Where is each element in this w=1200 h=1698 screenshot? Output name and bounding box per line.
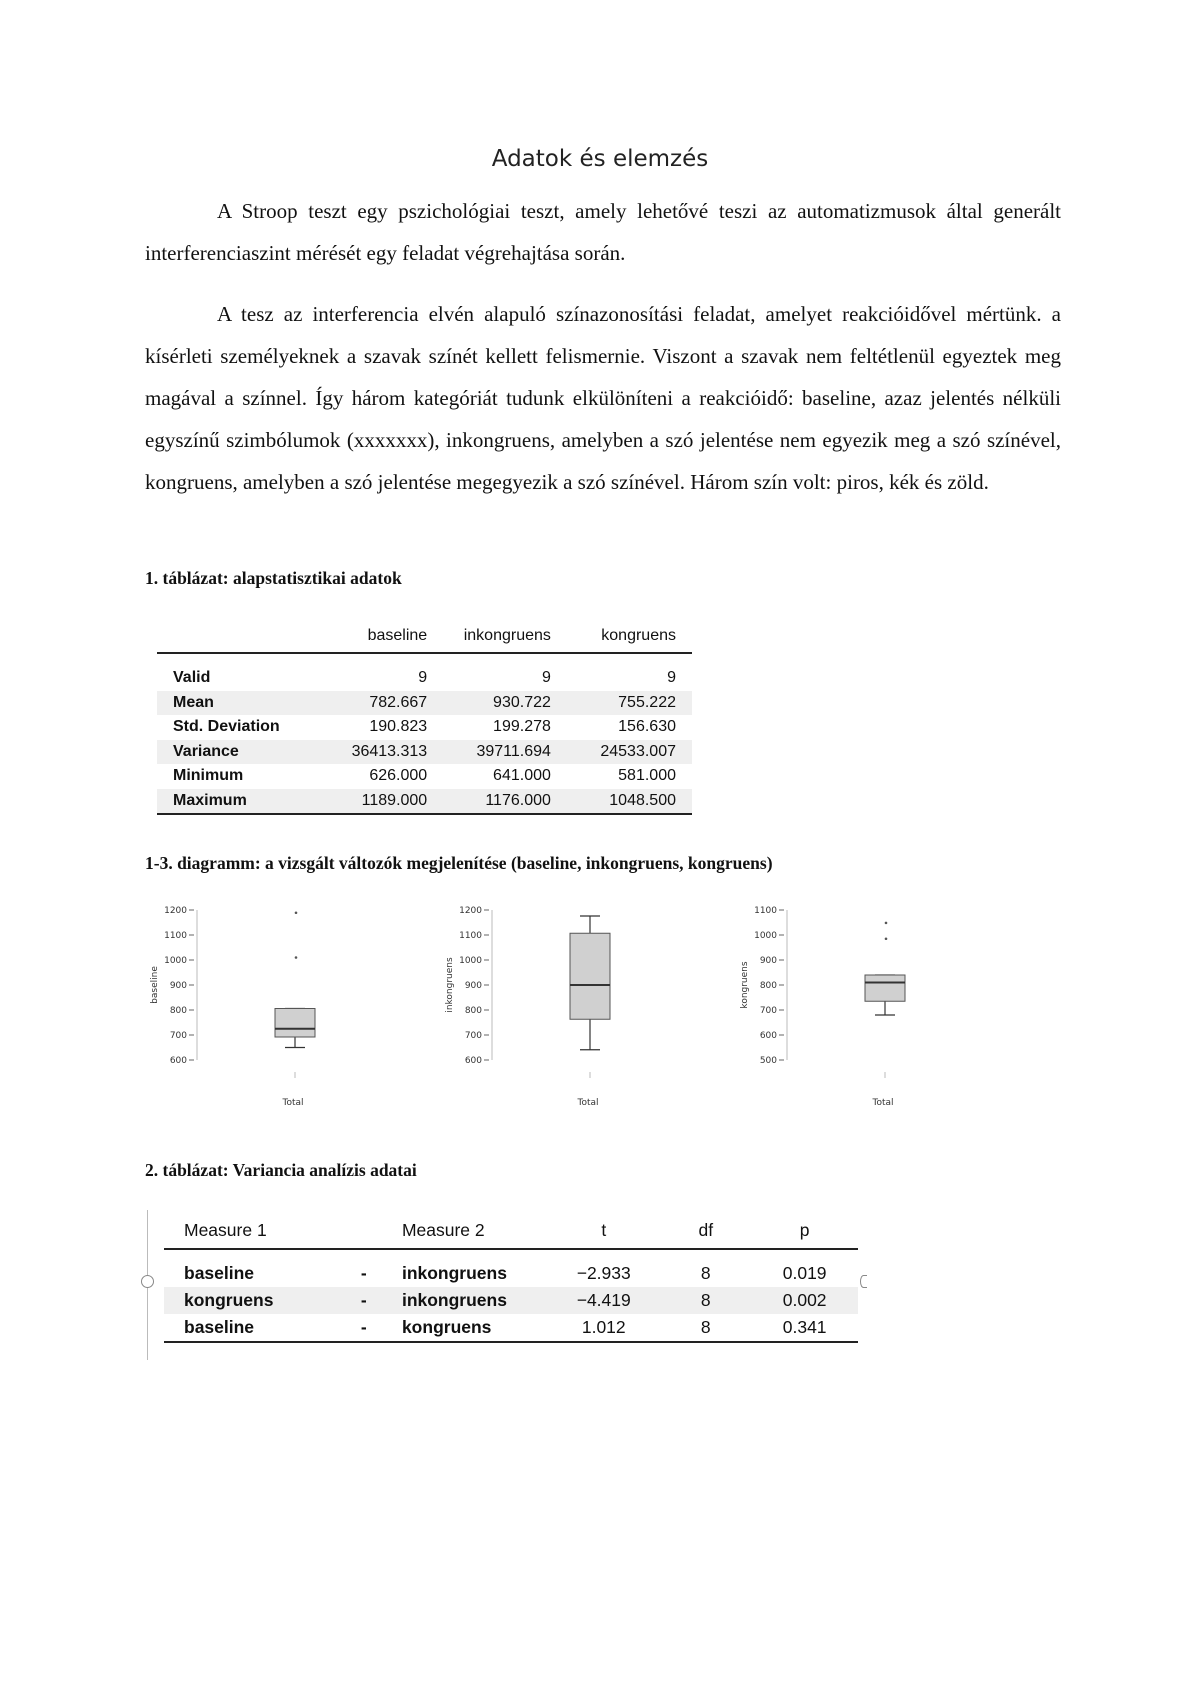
table1-caption: 1. táblázat: alapstatisztikai adatok (145, 568, 402, 588)
y-tick-label: 1000 (164, 956, 187, 966)
table-cell: 8 (660, 1314, 751, 1342)
table-cell: inkongruens (401, 1263, 507, 1283)
y-axis-label: inkongruens (445, 957, 455, 1013)
resize-handle-right[interactable] (860, 1275, 867, 1288)
y-tick-label: 600 (169, 1056, 187, 1066)
y-tick-label: 600 (464, 1056, 482, 1066)
table-cell: 190.823 (369, 718, 428, 736)
table-cell: baseline (164, 1314, 346, 1342)
resize-handle-left[interactable] (141, 1275, 154, 1288)
table-cell: 8 (700, 1263, 711, 1283)
outlier-point (295, 911, 298, 914)
table-cell: 1048.500 (567, 789, 692, 815)
table-row (164, 1314, 858, 1342)
figure-caption: 1-3. diagramm: a vizsgált változók megjelenítése (baseline, inkongruens, kongruens) (145, 853, 773, 873)
table-cell: 581.000 (618, 767, 676, 785)
y-axis-label: kongruens (740, 961, 750, 1009)
column-header (346, 1212, 382, 1249)
table-cell: 1.012 (547, 1314, 660, 1342)
table-cell: 1189.000 (318, 789, 443, 815)
table-row (157, 715, 692, 740)
y-tick-label: 800 (169, 1006, 187, 1016)
y-tick-label: 900 (759, 956, 777, 966)
outlier-point (885, 922, 888, 925)
table-cell: 39711.694 (443, 740, 567, 765)
table2-caption: 2. táblázat: Variancia analízis adatai (145, 1160, 417, 1180)
table-cell: 36413.313 (318, 740, 443, 765)
y-tick-label: 1100 (164, 931, 187, 941)
table-row (157, 740, 692, 765)
column-header: p (751, 1212, 858, 1249)
table-cell: 24533.007 (567, 740, 692, 765)
table-cell: - (346, 1287, 382, 1314)
table-cell: −2.933 (576, 1263, 631, 1283)
y-tick-label: 1200 (164, 906, 187, 916)
y-tick-label: 1100 (754, 906, 777, 916)
table-cell: −4.419 (547, 1287, 660, 1314)
row-label: Maximum (157, 789, 318, 815)
column-header: Measure 1 (164, 1212, 346, 1249)
x-tick-label: Total (282, 1098, 304, 1108)
column-header: df (660, 1212, 751, 1249)
column-header: baseline (318, 620, 443, 653)
table-cell: 9 (667, 669, 676, 687)
table-row (164, 1260, 858, 1287)
document-title: Adatok és elemzés (491, 146, 709, 172)
table-cell: - (360, 1263, 367, 1283)
table-cell: 8 (660, 1287, 751, 1314)
column-header: inkongruens (443, 620, 567, 653)
iqr-box (865, 975, 905, 1001)
table-cell: 626.000 (369, 767, 428, 785)
method-paragraph: A tesz az interferencia elvén alapuló színazonosítási feladat, amelyet reakcióidővel mértünk. a kísérleti személyeknek a szavak színét kellett felismernie. Viszont a szavak nem feltétlenül egyeztek meg magával a színnel. Így három kategóriát tudunk elkülöníteni a reakcióidő: baseline, azaz jelentés nélküli egyszínű szimbólumok (xxxxxxx), inkongruens, amelyben a szó jelentése nem egyezik meg a szó színével, kongruens, amelyben a szó jelentése megegyezik a szó színével. Három szín volt: piros, kék és zöld. (145, 302, 1061, 494)
kongruens-boxplot (735, 900, 980, 1125)
table-cell: baseline (184, 1263, 255, 1283)
table-cell: 0.002 (751, 1287, 858, 1314)
table-cell: inkongruens (382, 1287, 547, 1314)
table-row (157, 764, 692, 789)
y-tick-label: 500 (759, 1056, 777, 1066)
y-tick-label: 1000 (754, 931, 777, 941)
table-cell: 755.222 (567, 691, 692, 716)
column-header (157, 620, 318, 653)
table-cell: kongruens (382, 1314, 547, 1342)
x-tick-label: Total (577, 1098, 599, 1108)
y-tick-label: 1200 (459, 906, 482, 916)
y-axis-label: baseline (150, 966, 160, 1004)
iqr-box (570, 933, 610, 1019)
y-tick-label: 1000 (459, 956, 482, 966)
table-cell: 0.341 (751, 1314, 858, 1342)
ttest-table (164, 1212, 858, 1343)
column-header: Measure 2 (382, 1212, 547, 1249)
row-label: Variance (157, 740, 318, 765)
outlier-point (885, 937, 888, 940)
table-header-row (164, 1212, 858, 1249)
table-row (157, 666, 692, 691)
y-tick-label: 600 (759, 1031, 777, 1041)
table-cell: 0.019 (782, 1263, 827, 1283)
y-tick-label: 800 (759, 981, 777, 991)
table-cell: 9 (541, 669, 551, 687)
table-cell: 156.630 (618, 718, 676, 736)
table-cell: 782.667 (318, 691, 443, 716)
inkongruens-boxplot (440, 900, 685, 1125)
table-cell: 199.278 (493, 718, 551, 736)
row-label: Mean (157, 691, 318, 716)
y-tick-label: 800 (464, 1006, 482, 1016)
row-label: Valid (173, 669, 211, 687)
x-tick-label: Total (872, 1098, 894, 1108)
table-cell: 1176.000 (443, 789, 567, 815)
table-row (164, 1287, 858, 1314)
table-row (157, 789, 692, 815)
y-tick-label: 1100 (459, 931, 482, 941)
table-cell: 9 (418, 669, 428, 687)
row-label: Minimum (173, 767, 244, 785)
row-label: Std. Deviation (173, 718, 280, 736)
table-cell: - (346, 1314, 382, 1342)
intro-paragraph: A Stroop teszt egy pszichológiai teszt, amely lehetővé teszi az automatizmusok által generált interferenciaszint mérését egy feladat végrehajtása során. (145, 199, 1061, 265)
table-cell: kongruens (164, 1287, 346, 1314)
y-tick-label: 900 (464, 981, 482, 991)
outlier-point (295, 956, 298, 959)
table-header-row (157, 620, 692, 653)
baseline-boxplot (145, 900, 390, 1125)
y-tick-label: 900 (169, 981, 187, 991)
y-tick-label: 700 (169, 1031, 187, 1041)
table2-frame (147, 1210, 858, 1360)
iqr-box (275, 1009, 315, 1038)
descriptive-stats-table (157, 620, 692, 815)
y-tick-label: 700 (759, 1006, 777, 1016)
table-row (157, 691, 692, 716)
y-tick-label: 700 (464, 1031, 482, 1041)
column-header: t (547, 1212, 660, 1249)
table-cell: 930.722 (443, 691, 567, 716)
table-cell: 641.000 (493, 767, 551, 785)
column-header: kongruens (567, 620, 692, 653)
